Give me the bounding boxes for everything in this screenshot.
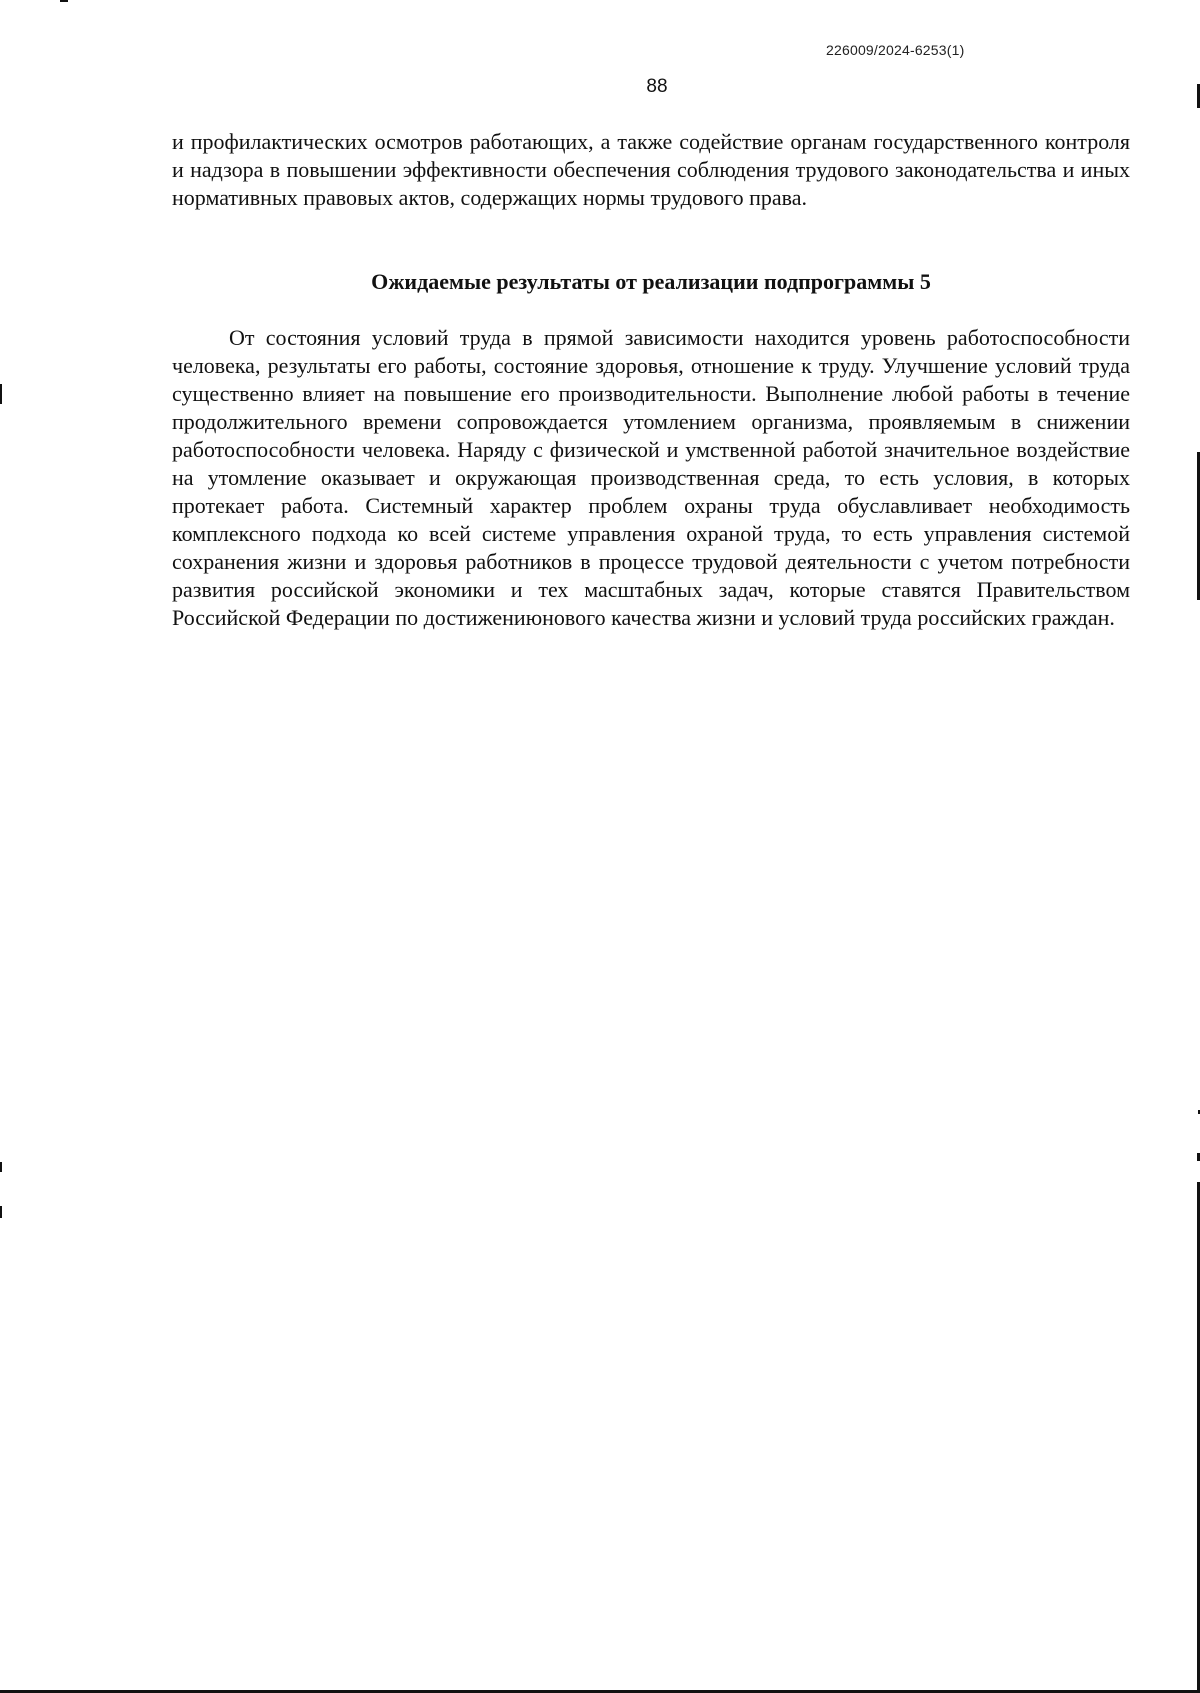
continued-paragraph: и профилактических осмотров работающих, а также содействие органам государственного контроля и надзора в повышении эффективности обеспечения соблюдения трудового законодательства и иных нормативных правовых актов, содержащих нормы трудового права. — [172, 129, 1130, 210]
section-heading: Ожидаемые результаты от реализации подпрограммы 5 — [371, 269, 931, 294]
page-number: 88 — [646, 76, 668, 97]
main-paragraph: От состояния условий труда в прямой зависимости находится уровень работоспособности человека, результаты его работы, состояние здоровья, отношение к труду. Улучшение условий труда существенно влияет на повышение его производительности. Выполнение любой работы в течение продолжительного времени сопровождается утомлением организма, проявляемым в снижении работоспособности человека. Наряду с физической и умственной работой значительное воздействие на утомление оказывает и окружающая производственная среда, то есть условия, в которых протекает работа. Системный характер проблем охраны труда обуславливает необходимость комплексного подхода ко всей системе управления охраной труда, то есть управления системой сохранения жизни и здоровья работников в процессе трудовой деятельности с учетом потребности развития российской экономики и тех масштабных задач, которые ставятся Правительством Российской Федерации по достижениюнового качества жизни и условий труда российских граждан. — [172, 325, 1130, 630]
scan-edge-mark — [0, 1206, 2, 1218]
scan-edge-mark — [60, 0, 68, 2]
document-registration-number: 226009/2024-6253(1) — [826, 42, 965, 58]
scan-edge-mark — [0, 1162, 2, 1172]
scan-edge-mark — [0, 384, 2, 404]
